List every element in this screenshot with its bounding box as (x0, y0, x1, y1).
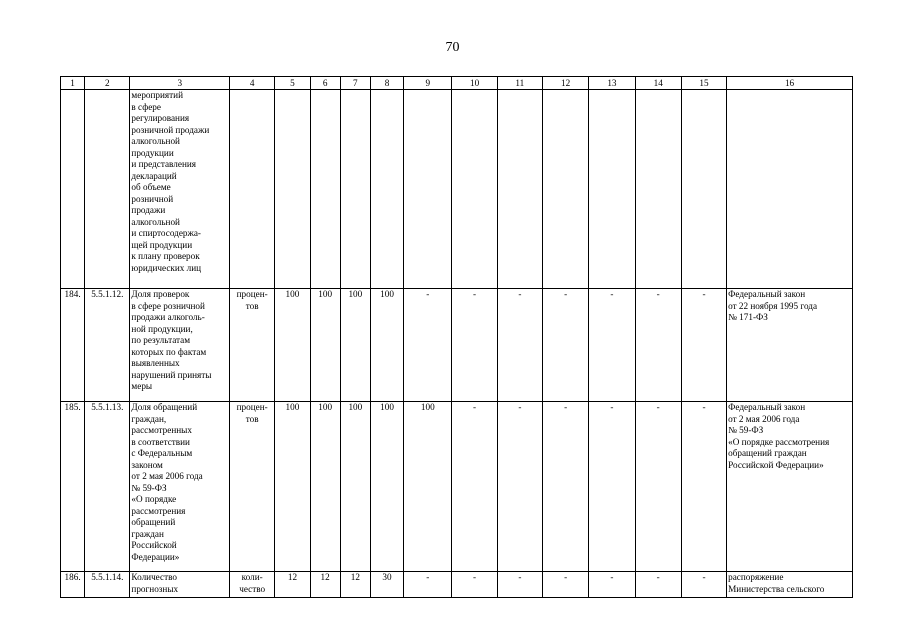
value-cell: - (681, 572, 726, 598)
column-number: 8 (370, 77, 403, 90)
column-number: 14 (635, 77, 681, 90)
value-cell: 100 (404, 402, 452, 572)
value-cell (275, 90, 310, 289)
value-cell: - (681, 402, 726, 572)
value-cell: - (589, 289, 635, 402)
cell-line: выявленных (131, 358, 180, 368)
value-cell: - (635, 572, 681, 598)
code-cell: 5.5.1.12. (85, 289, 130, 402)
cell-line: розничной продажи (131, 124, 210, 135)
code-cell: 5.5.1.13. (85, 402, 130, 572)
indicator-cell (130, 572, 230, 598)
table-row (61, 402, 853, 572)
cell-line: Российской (131, 540, 177, 550)
cell-line: и спиртосодержа- (131, 228, 201, 238)
value-cell: - (589, 572, 635, 598)
value-cell: - (404, 572, 452, 598)
unit-cell (230, 90, 275, 289)
column-number: 12 (542, 77, 588, 90)
value-cell: - (497, 402, 542, 572)
value-cell: 100 (370, 289, 403, 402)
cell-line: Количество (131, 572, 177, 582)
cell-line: к плану проверок (131, 251, 200, 261)
cell-line: юридических лиц (131, 262, 202, 273)
cell-line: граждан (131, 528, 164, 539)
row-number-cell: 185. (61, 402, 85, 572)
cell-line: мероприятий (131, 90, 184, 100)
value-cell: - (497, 572, 542, 598)
cell-line: «О порядке рассмотрения (728, 436, 830, 447)
value-cell: 12 (310, 572, 340, 598)
row-number-cell: 186. (61, 572, 85, 598)
column-number: 3 (130, 77, 230, 90)
cell-line: распоряжение (728, 572, 784, 582)
value-cell: 100 (340, 402, 370, 572)
value-cell: - (452, 402, 497, 572)
value-cell (452, 90, 497, 289)
cell-line: в сфере (131, 101, 161, 112)
cell-line: процен- (236, 289, 268, 299)
unit-cell (230, 402, 275, 572)
column-number: 15 (681, 77, 726, 90)
cell-line: продажи алкоголь- (131, 312, 205, 322)
cell-line: рассмотренных (131, 425, 192, 435)
cell-line: Министерства сельского (728, 583, 825, 594)
cell-line: коли- (241, 572, 263, 582)
indicator-cell (130, 289, 230, 402)
column-number: 16 (727, 77, 853, 90)
column-number: 4 (230, 77, 275, 90)
cell-line: чество (239, 583, 266, 594)
value-cell: - (452, 289, 497, 402)
basis-cell (727, 90, 853, 289)
value-cell (497, 90, 542, 289)
cell-line: которых по фактам (131, 346, 207, 357)
value-cell: 100 (340, 289, 370, 402)
header-row (61, 77, 853, 90)
cell-line: нарушений приняты (131, 369, 212, 380)
cell-line: Федеральный закон (728, 402, 806, 412)
column-number: 10 (452, 77, 497, 90)
unit-cell (230, 289, 275, 402)
cell-line: Федерации» (131, 551, 180, 562)
cell-line: меры (131, 381, 153, 391)
cell-line: щей продукции (131, 239, 193, 250)
cell-line: прогнозных (131, 583, 179, 594)
value-cell: - (589, 402, 635, 572)
value-cell (589, 90, 635, 289)
value-cell: 12 (275, 572, 310, 598)
value-cell: - (452, 572, 497, 598)
cell-line: «О порядке (131, 494, 177, 504)
value-cell (370, 90, 403, 289)
table-row (61, 90, 853, 289)
page-number: 70 (445, 40, 460, 55)
cell-line: от 22 ноября 1995 года (728, 300, 818, 311)
value-cell (310, 90, 340, 289)
cell-line: обращений (131, 517, 176, 527)
column-number: 11 (497, 77, 542, 90)
value-cell: 100 (370, 402, 403, 572)
indicator-cell (130, 402, 230, 572)
value-cell: - (635, 289, 681, 402)
cell-line: рассмотрения (131, 505, 186, 516)
cell-line: тов (245, 413, 259, 424)
value-cell (635, 90, 681, 289)
cell-line: Доля проверок (131, 289, 190, 299)
column-number: 1 (61, 77, 85, 90)
value-cell: - (404, 289, 452, 402)
value-cell (681, 90, 726, 289)
cell-line: с Федеральным (131, 448, 193, 458)
value-cell: - (635, 402, 681, 572)
cell-line: регулирования (131, 113, 190, 123)
cell-line: граждан, (131, 413, 167, 424)
cell-line: законом (131, 459, 163, 470)
value-cell: 100 (275, 402, 310, 572)
value-cell: - (497, 289, 542, 402)
unit-cell (230, 572, 275, 598)
cell-line: ной продукции, (131, 323, 193, 334)
cell-line: от 2 мая 2006 года (728, 413, 800, 424)
cell-line: Федеральный закон (728, 289, 806, 299)
value-cell: - (542, 402, 588, 572)
column-number: 7 (340, 77, 370, 90)
table-row (61, 289, 853, 402)
table-row (61, 572, 853, 598)
column-number: 5 (275, 77, 310, 90)
cell-line: Российской Федерации» (728, 459, 824, 470)
cell-line: деклараций (131, 170, 177, 181)
value-cell (404, 90, 452, 289)
cell-line: № 59-ФЗ (131, 482, 167, 493)
value-cell: 100 (275, 289, 310, 402)
column-number: 2 (85, 77, 130, 90)
cell-line: алкогольной (131, 136, 180, 146)
value-cell: 12 (340, 572, 370, 598)
cell-line: в соответствии (131, 436, 190, 447)
cell-line: продажи (131, 205, 166, 215)
value-cell: - (542, 572, 588, 598)
cell-line: и представления (131, 159, 196, 169)
row-number-cell: 184. (61, 289, 85, 402)
cell-line: алкогольной (131, 216, 180, 227)
cell-line: № 59-ФЗ (728, 425, 764, 435)
basis-cell (727, 402, 853, 572)
cell-line: обращений граждан (728, 448, 807, 458)
value-cell: 100 (310, 402, 340, 572)
value-cell (542, 90, 588, 289)
cell-line: продукции (131, 147, 174, 158)
column-number: 9 (404, 77, 452, 90)
basis-cell (727, 289, 853, 402)
cell-line: № 171-ФЗ (728, 312, 768, 322)
cell-line: Доля обращений (131, 402, 198, 412)
indicator-cell (130, 90, 230, 289)
document-table (60, 76, 853, 598)
value-cell: 30 (370, 572, 403, 598)
cell-line: от 2 мая 2006 года (131, 471, 203, 481)
value-cell: 100 (310, 289, 340, 402)
value-cell: - (542, 289, 588, 402)
cell-line: по результатам (131, 335, 191, 345)
basis-cell (727, 572, 853, 598)
code-cell (85, 90, 130, 289)
column-number: 13 (589, 77, 635, 90)
cell-line: розничной (131, 193, 174, 204)
value-cell (340, 90, 370, 289)
value-cell: - (681, 289, 726, 402)
cell-line: процен- (236, 402, 268, 412)
cell-line: тов (245, 300, 259, 311)
row-number-cell (61, 90, 85, 289)
column-number: 6 (310, 77, 340, 90)
cell-line: об объеме (131, 182, 171, 192)
code-cell: 5.5.1.14. (85, 572, 130, 598)
cell-line: в сфере розничной (131, 300, 205, 311)
